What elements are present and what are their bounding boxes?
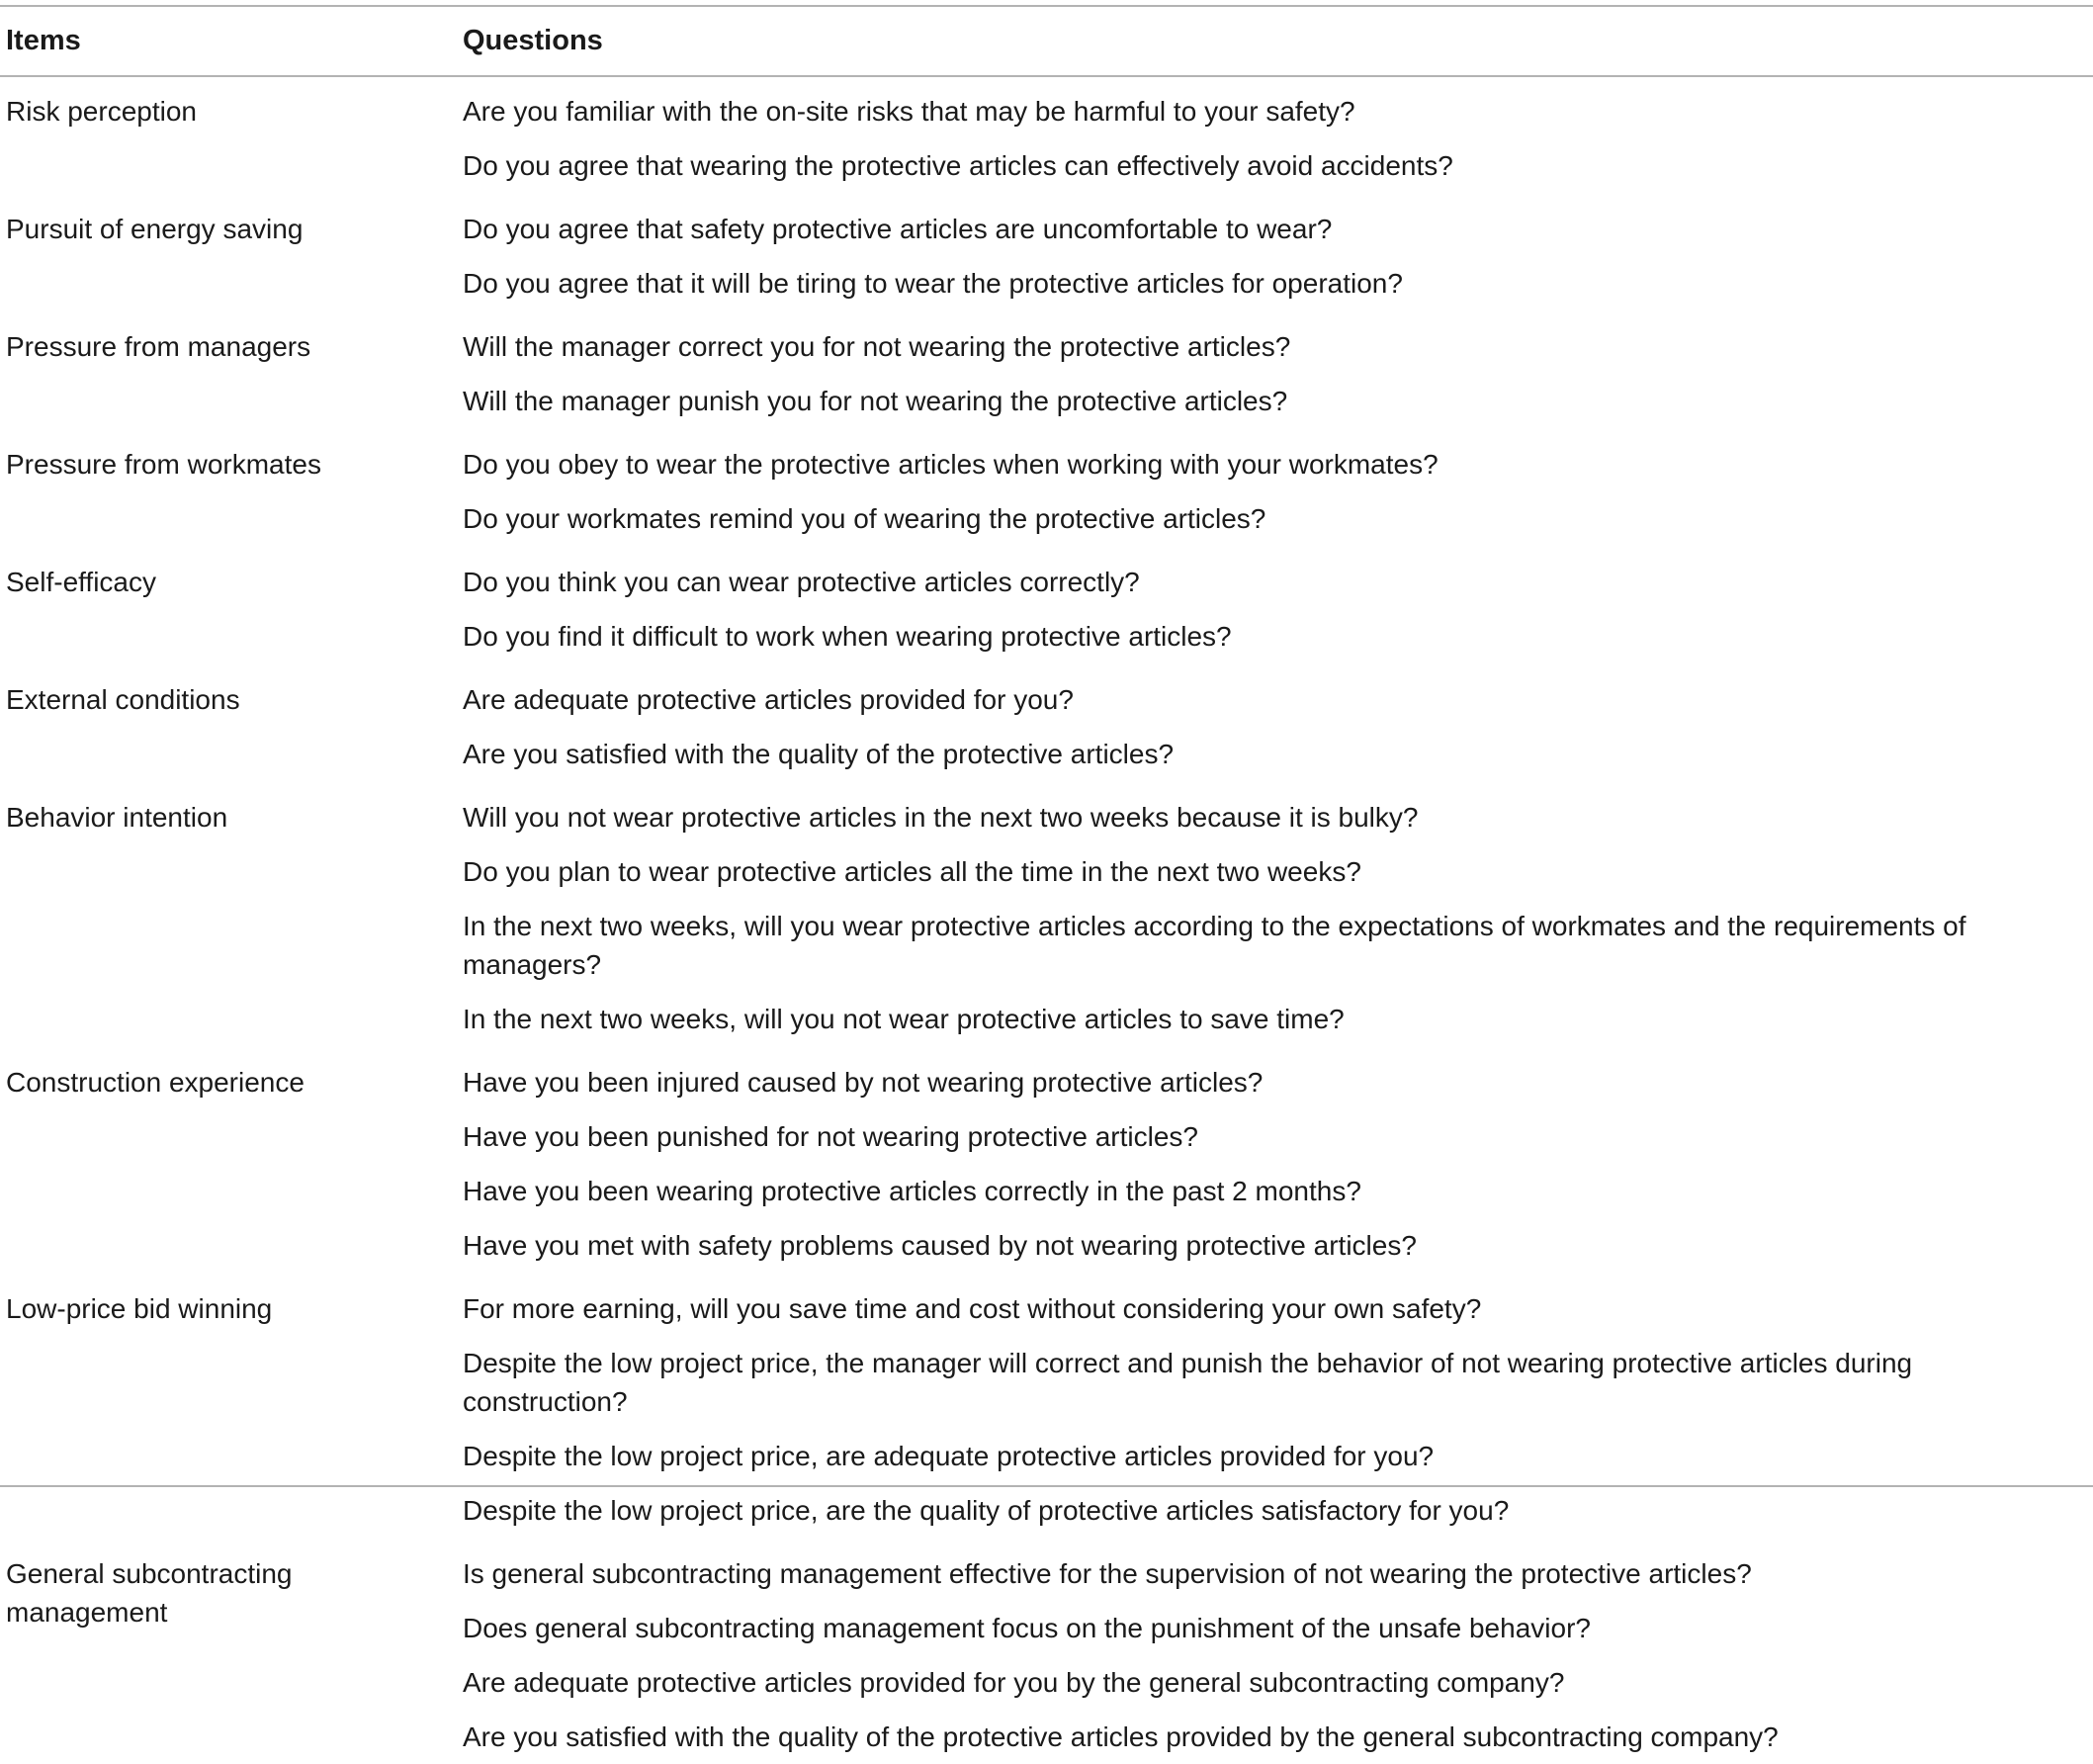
items-column-header: Items	[6, 25, 81, 56]
questions-cell	[460, 546, 2093, 663]
item-cell	[0, 310, 460, 428]
question-text: Are adequate protective articles provided for you by the general subcontracting company?	[463, 1667, 1565, 1698]
item-cell	[0, 781, 460, 1046]
question-text: Will you not wear protective articles in the next two weeks because it is bulky?	[463, 802, 1419, 833]
table-row	[0, 1046, 2093, 1273]
question-text: Do you agree that safety protective articles are uncomfortable to wear?	[463, 214, 1333, 244]
questions-cell	[460, 781, 2093, 1046]
item-label: General subcontracting management	[6, 1558, 293, 1628]
question-text: Despite the low project price, are the quality of protective articles satisfactory for you?	[463, 1495, 1510, 1526]
item-label: Pressure from workmates	[6, 449, 321, 480]
item-label: Pressure from managers	[6, 331, 311, 362]
question-text: Have you been punished for not wearing protective articles?	[463, 1121, 1198, 1152]
item-label: Pursuit of energy saving	[6, 214, 304, 244]
question-text: Will the manager punish you for not wearing the protective articles?	[463, 386, 1288, 416]
question-text: Does general subcontracting management focus on the punishment of the unsafe behavior?	[463, 1613, 1591, 1643]
question-text: Are adequate protective articles provided for you?	[463, 684, 1074, 715]
question-text: Have you been injured caused by not wearing protective articles?	[463, 1067, 1264, 1098]
question-text: Do you agree that wearing the protective articles can effectively avoid accidents?	[463, 150, 1453, 181]
questions-cell	[460, 663, 2093, 781]
item-label: Behavior intention	[6, 802, 228, 833]
question-text: Have you met with safety problems caused by not wearing protective articles?	[463, 1230, 1417, 1261]
table-row	[0, 310, 2093, 428]
table-row	[0, 1538, 2093, 1764]
questions-cell	[460, 75, 2093, 193]
item-cell	[0, 1273, 460, 1538]
item-cell	[0, 75, 460, 193]
question-text: Do you think you can wear protective articles correctly?	[463, 567, 1140, 597]
table-row	[0, 663, 2093, 781]
item-label: Self-efficacy	[6, 567, 156, 597]
item-cell	[0, 663, 460, 781]
table-body	[0, 75, 2093, 1764]
table-row	[0, 546, 2093, 663]
question-text: Do your workmates remind you of wearing the protective articles?	[463, 503, 1266, 534]
item-cell	[0, 546, 460, 663]
questions-cell	[460, 193, 2093, 310]
question-text: In the next two weeks, will you not wear protective articles to save time?	[463, 1004, 1345, 1034]
question-text: Do you plan to wear protective articles all the time in the next two weeks?	[463, 856, 1361, 887]
questions-cell	[460, 310, 2093, 428]
question-text: In the next two weeks, will you wear protective articles according to the expectations of workmates and the requirements of managers?	[463, 911, 1966, 980]
item-label: Risk perception	[6, 96, 197, 127]
questions-cell	[460, 1273, 2093, 1538]
question-text: Despite the low project price, the manager will correct and punish the behavior of not wearing protective articles during construction?	[463, 1348, 1913, 1417]
question-text: Will the manager correct you for not wearing the protective articles?	[463, 331, 1291, 362]
question-text: Do you find it difficult to work when wearing protective articles?	[463, 621, 1232, 652]
table-row	[0, 781, 2093, 1046]
item-label: External conditions	[6, 684, 240, 715]
questions-column-header: Questions	[463, 25, 603, 56]
table-row	[0, 1273, 2093, 1538]
item-cell	[0, 428, 460, 546]
table-row	[0, 193, 2093, 310]
question-text: Is general subcontracting management effective for the supervision of not wearing the protective articles?	[463, 1558, 1752, 1589]
question-text: For more earning, will you save time and cost without considering your own safety?	[463, 1293, 1482, 1324]
question-text: Despite the low project price, are adequate protective articles provided for you?	[463, 1441, 1435, 1471]
questions-cell	[460, 1046, 2093, 1273]
question-text: Have you been wearing protective articles correctly in the past 2 months?	[463, 1176, 1361, 1206]
item-label: Low-price bid winning	[6, 1293, 273, 1324]
question-text: Are you familiar with the on-site risks that may be harmful to your safety?	[463, 96, 1355, 127]
question-text: Do you obey to wear the protective articles when working with your workmates?	[463, 449, 1439, 480]
item-cell	[0, 1046, 460, 1273]
questions-cell	[460, 428, 2093, 546]
table-row	[0, 75, 2093, 193]
item-cell	[0, 1538, 460, 1764]
header-row	[0, 7, 2093, 75]
question-text: Are you satisfied with the quality of the protective articles provided by the general subcontracting company?	[463, 1721, 1779, 1752]
item-cell	[0, 193, 460, 310]
question-text: Do you agree that it will be tiring to wear the protective articles for operation?	[463, 268, 1403, 299]
table-row	[0, 428, 2093, 546]
item-label: Construction experience	[6, 1067, 305, 1098]
questionnaire-table	[0, 7, 2093, 1764]
question-text: Are you satisfied with the quality of the protective articles?	[463, 739, 1175, 769]
questions-cell	[460, 1538, 2093, 1764]
